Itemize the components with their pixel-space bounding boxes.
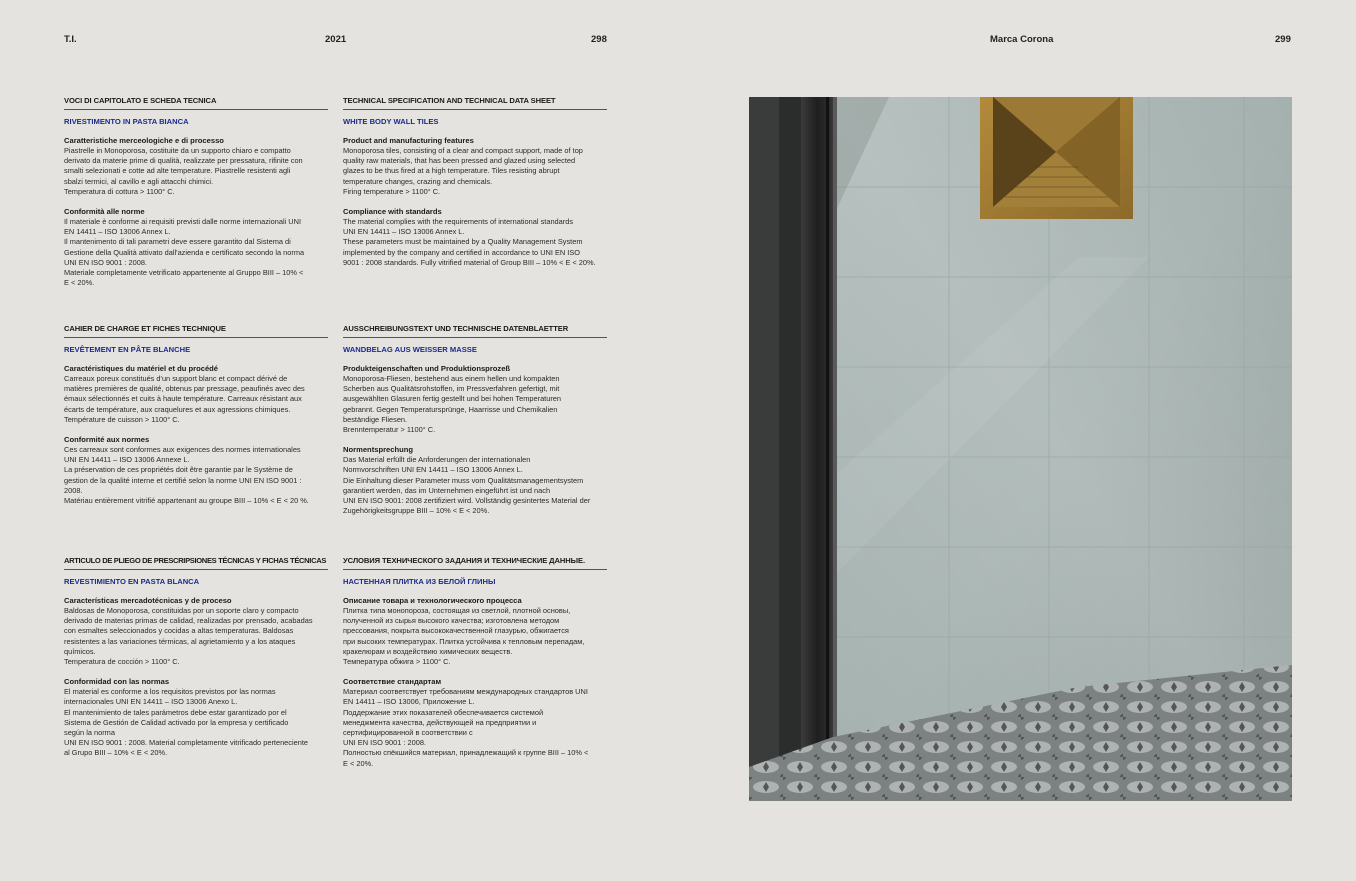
block-body: Материал соответствует требованиям международных стандартов UNI EN 14411 – ISO 13006, Приложение L. Поддержание этих показателей обеспечивается системой менеджмента качества, действующей на предприятии и сертифицированной в соответствии с UNI EN ISO 9001 : 2008. Полностью спёкшийся материал, принадлежащий к группе BIII – 10% < E < 20%. (343, 687, 589, 768)
section-italian (64, 96, 328, 288)
block-title: Conformidad con las normas (64, 677, 170, 687)
block-body: Carreaux poreux constitués d'un support blanc et compact dérivé de matières premières de qualité, obtenus par pressage, peaufinés avec des émaux sélectionnés et cuits à haute température. Carreaux résistant aux écarts de température, aux craquelures et aux agressions chimiques. Température de cuisson > 1100° C. (64, 374, 305, 424)
page-number-left: 298 (591, 34, 607, 45)
block-title: Caratteristiche merceologiche e di processo (64, 136, 224, 145)
section-title: VOCI DI CAPITOLATO E SCHEDA TECNICA (64, 96, 328, 110)
section-subtitle: НАСТЕННАЯ ПЛИТКА ИЗ БЕЛОЙ ГЛИНЫ (343, 577, 496, 586)
block-body: El material es conforme a los requisitos previstos por las normas internacionales UNI EN 14411 – ISO 13006 Anexo L. El mantenimiento de tales parámetros debe estar garantizado por el Sistema de Gestión de Calidad activado por la empresa y certificado según la norma UNI EN ISO 9001 : 2008. Material completamente vitrificado perteneciente al Grupo BIII – 10% < E < 20%. (64, 687, 309, 758)
spec-block (64, 136, 328, 197)
block-body: Das Material erfüllt die Anforderungen der internationalen Normvorschriften UNI EN 14411 – ISO 13006 Annex L. Die Einhaltung dieser Parameter muss vom Qualitätsmanagementsystem garantiert werden, das im Unternehmen eingeführt ist und nach UNI EN ISO 9001: 2008 zertifiziert wird. Vollständig gesintertes Material der Zugehörigkeitsgruppe BIII – 10% < E < 20%. (343, 455, 591, 516)
spec-block (343, 364, 607, 435)
spec-block (343, 596, 607, 667)
block-title: Caractéristiques du matériel et du procédé (64, 364, 219, 373)
section-subtitle: REVESTIMIENTO EN PASTA BLANCA (64, 577, 200, 586)
bathroom-wall-illustration (749, 97, 1292, 801)
page-number-right: 299 (1275, 34, 1291, 45)
spec-block (64, 435, 328, 506)
block-body: Плитка типа монопороза, состоящая из светлой, плотной основы, полученной из сырья высокого качества; изготовлена методом прессования, покрыта высококачественной глазурью, обжигается при высоких температурах. Плитка устойчива к тепловым перепадам, кракелюрам и воздействию химических веществ. Температура обжига > 1100° C. (343, 606, 585, 667)
product-photo (749, 97, 1292, 801)
section-russian (343, 556, 607, 769)
block-title: Produkteigenschaften und Produktionsprozeß (343, 364, 511, 373)
spec-block (64, 207, 328, 288)
section-subtitle: RIVESTIMENTO IN PASTA BIANCA (64, 117, 189, 126)
spec-block (343, 207, 607, 268)
block-title: Product and manufacturing features (343, 136, 474, 145)
block-title: Описание товара и технологического процесса (343, 596, 522, 605)
section-title: УСЛОВИЯ ТЕХНИЧЕСКОГО ЗАДАНИЯ И ТЕХНИЧЕСКИЕ ДАННЫЕ. (343, 556, 607, 570)
section-title: CAHIER DE CHARGE ET FICHES TECHNIQUE (64, 324, 328, 338)
section-english (343, 96, 607, 268)
header-year: 2021 (325, 34, 347, 45)
spec-block (343, 677, 607, 769)
spec-block (343, 136, 607, 197)
spec-block (64, 596, 328, 667)
block-body: Monoporosa-Fliesen, bestehend aus einem hellen und kompakten Scherben aus Qualitätsrohstoffen, im Pressverfahren gefertigt, mit ausgewählten Glasuren fertig gestellt und bei hohen Temperaturen gebrannt. Gegen Temperatursprünge, Haarrisse und Chemikalien beständige Fliesen. Brenntemperatur > 1100° C. (343, 374, 562, 435)
spec-block (64, 364, 328, 425)
section-title: TECHNICAL SPECIFICATION AND TECHNICAL DATA SHEET (343, 96, 607, 110)
block-body: Il materiale è conforme ai requisiti previsti dalle norme internazionali UNI EN 14411 – ISO 13006 Annex L. Il mantenimento di tali parametri deve essere garantito dal Sistema di Gestione della Qualità attivato dall'azienda e certificato secondo la norma UNI EN ISO 9001 : 2008. Materiale completamente vetrificato appartenente al Gruppo BIII – 10% < E < 20%. (64, 217, 305, 288)
block-title: Características mercadotécnicas y de proceso (64, 596, 232, 605)
block-body: Baldosas de Monoporosa, constituidas por un soporte claro y compacto derivado de materias primas de calidad, realizadas por prensado, acabadas con esmaltes seleccionados y cocidas a altas temperaturas. Baldosas resistentes a las variaciones térmicas, al agrietamiento y a los ataques químicos. Temperatura de cocción > 1100° C. (64, 606, 313, 667)
block-title: Conformité aux normes (64, 435, 150, 445)
block-body: Piastrelle in Monoporosa, costituite da un supporto chiaro e compatto derivato da materie prime di qualità, realizzate per pressatura, rifinite con smalti selezionati e cotte ad alte temperature. Piastrelle resistenti agli sbalzi termici, al cavillo e agli attacchi chimici. Temperatura di cottura > 1100° C. (64, 146, 303, 196)
section-spanish (64, 556, 328, 759)
block-title: Conformità alle norme (64, 207, 145, 217)
spec-block (64, 677, 328, 758)
header-brand: Marca Corona (990, 34, 1054, 45)
section-subtitle: REVÊTEMENT EN PÂTE BLANCHE (64, 345, 191, 354)
block-body: Ces carreaux sont conformes aux exigences des normes internationales UNI EN 14411 – ISO 13006 Annexe L. La préservation de ces propriétés doit être garantie par le Système de gestion de la qualité interne et certifié selon la norme UNI EN ISO 9001 : 2008. Matériau entièrement vitrifié appartenant au groupe BIII – 10% < E < 20 %. (64, 445, 309, 506)
block-body: The material complies with the requirements of international standards UNI EN 14411 – ISO 13006 Annex L. These parameters must be maintained by a Quality Management System implemented by the company and certified in accordance to UNI EN ISO 9001 : 2008 standards. Fully vitrified material of Group BIII – 10% < E < 20%. (343, 217, 596, 267)
section-german (343, 324, 607, 516)
section-title: ARTICULO DE PLIEGO DE PRESCRIPSIONES TÉCNICAS Y FICHAS TÉCNICAS (64, 556, 328, 570)
section-french (64, 324, 328, 506)
header-left-label: T.I. (64, 34, 77, 45)
section-subtitle: WANDBELAG AUS WEISSER MASSE (343, 345, 477, 354)
section-subtitle: WHITE BODY WALL TILES (343, 117, 439, 126)
spec-block (343, 445, 607, 516)
block-title: Normentsprechung (343, 445, 414, 455)
block-title: Соответствие стандартам (343, 677, 442, 687)
block-body: Monoporosa tiles, consisting of a clear and compact support, made of top quality raw materials, that has been pressed and glazed using selected glazes to be thus fired at a high temperature. Tiles resisting abrupt temperature changes, crazing and chemicals. Firing temperature > 1100° C. (343, 146, 583, 196)
block-title: Compliance with standards (343, 207, 442, 217)
section-title: AUSSCHREIBUNGSTEXT UND TECHNISCHE DATENBLAETTER (343, 324, 607, 338)
